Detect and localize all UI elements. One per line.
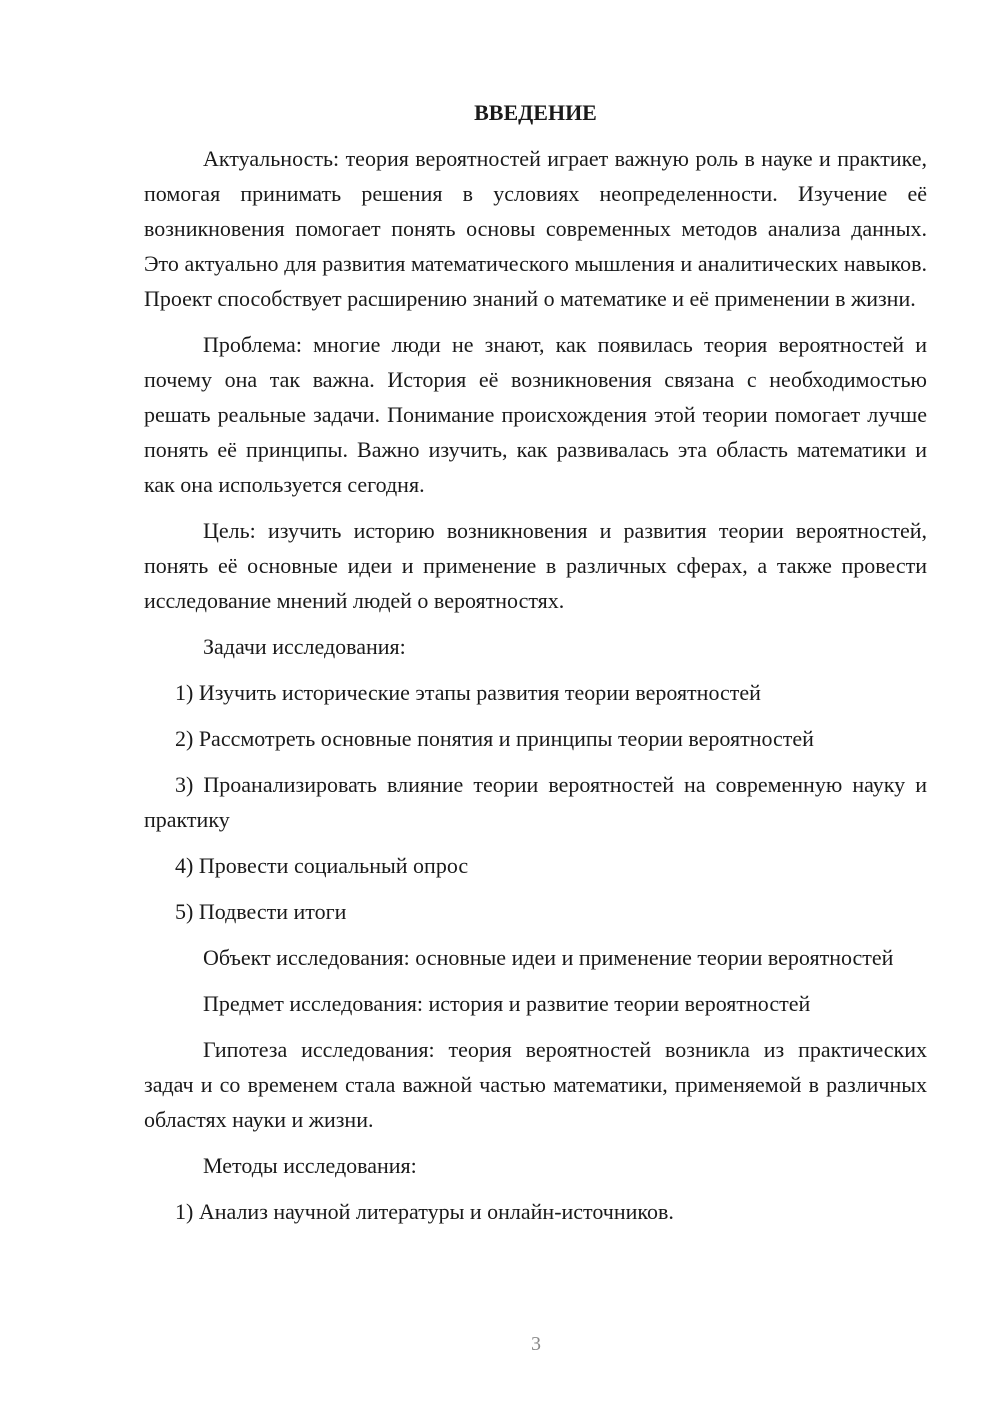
task-item: 5) Подвести итоги — [175, 899, 347, 924]
task-item: 3) Проанализировать влияние теории вероятностей на современную науку и практику — [144, 772, 927, 832]
task-item: 4) Провести социальный опрос — [175, 853, 469, 878]
page-number: 3 — [531, 1333, 541, 1355]
subject-paragraph: Предмет исследования: история и развитие теории вероятностей — [203, 991, 811, 1016]
hypothesis-paragraph: Гипотеза исследования: теория вероятностей возникла из практических задач и со временем стала важной частью математики, применяемой в различных областях науки и жизни. — [144, 1037, 927, 1132]
task-item: 2) Рассмотреть основные понятия и принципы теории вероятностей — [175, 726, 814, 751]
method-item: 1) Анализ научной литературы и онлайн-источников. — [175, 1199, 674, 1224]
goal-paragraph: Цель: изучить историю возникновения и развития теории вероятностей, понять её основные идеи и применение в различных сферах, а также провести исследование мнений людей о вероятностях. — [144, 518, 927, 613]
task-item: 1) Изучить исторические этапы развития теории вероятностей — [175, 680, 761, 705]
methods-title: Методы исследования: — [203, 1153, 417, 1178]
relevance-paragraph: Актуальность: теория вероятностей играет важную роль в науке и практике, помогая принимать решения в условиях неопределенности. Изучение её возникновения помогает понять основы современных методов анализа данных. Это актуально для развития математического мышления и аналитических навыков. Проект способствует расширению знаний о математике и её применении в жизни. — [144, 146, 927, 311]
page-content — [144, 95, 927, 1240]
tasks-title: Задачи исследования: — [203, 634, 406, 659]
problem-paragraph: Проблема: многие люди не знают, как появилась теория вероятностей и почему она так важна. История её возникновения связана с необходимостью решать реальные задачи. Понимание происхождения этой теории помогает лучше понять её принципы. Важно изучить, как развивалась эта область математики и как она используется сегодня. — [144, 332, 927, 497]
object-paragraph: Объект исследования: основные идеи и применение теории вероятностей — [203, 945, 894, 970]
section-heading: ВВЕДЕНИЕ — [474, 100, 597, 125]
